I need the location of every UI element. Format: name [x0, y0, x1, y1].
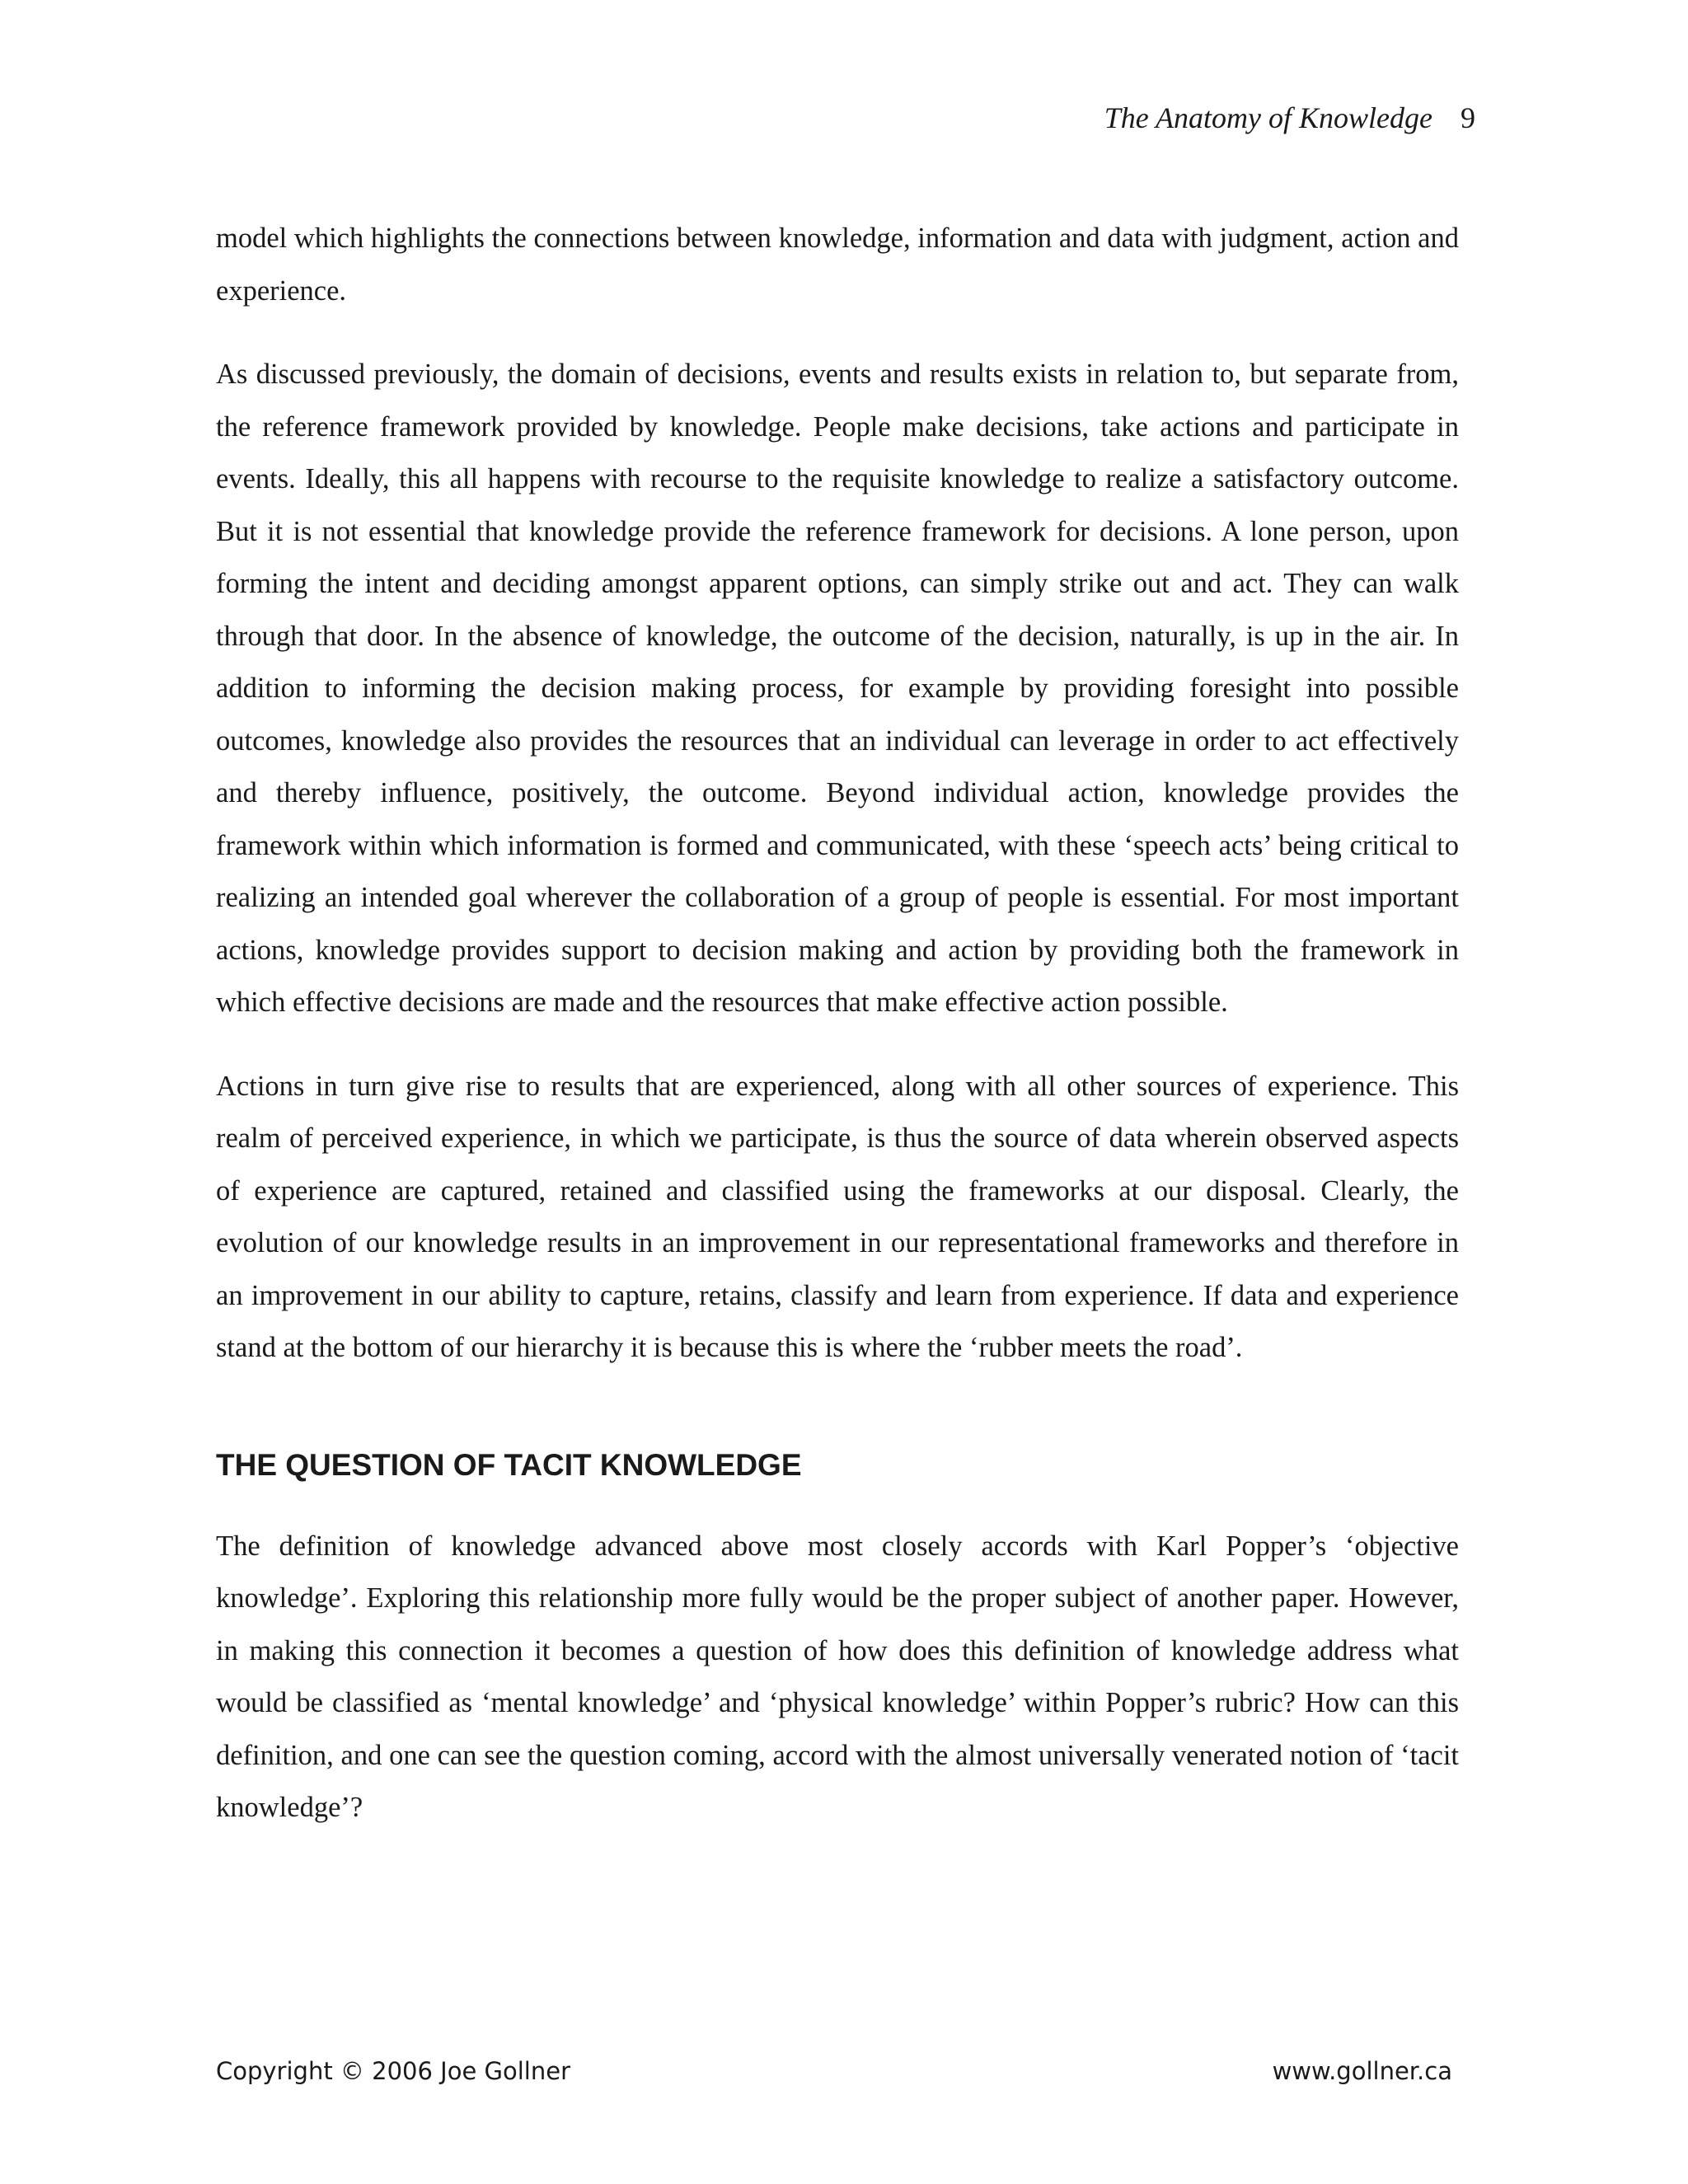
paragraph: The definition of knowledge advanced above most closely accords with Karl Popper’s ‘objective knowledge’. Exploring this relationship more fully would be the proper subject of another paper. However, in making this connection it becomes a question of how does this definition of knowledge address what would be classified as ‘mental knowledge’ and ‘physical knowledge’ within Popper’s rubric? How can this definition, and one can see the question coming, accord with the almost universally venerated notion of ‘tacit knowledge’?: [216, 1530, 1459, 1823]
running-title: The Anatomy of Knowledge: [1104, 101, 1432, 134]
paragraph: model which highlights the connections between knowledge, information and data with judgment, action and experience.: [216, 223, 1459, 307]
paragraph: As discussed previously, the domain of decisions, events and results exists in relation to, but separate from, the reference framework provided by knowledge. People make decisions, take actions and participate in events. Ideally, this all happens with recourse to the requisite knowledge to realize a satisfactory outcome. But it is not essential that knowledge provide the reference framework for decisions. A lone person, upon forming the intent and deciding amongst apparent options, can simply strike out and act. They can walk through that door. In the absence of knowledge, the outcome of the decision, naturally, is up in the air. In addition to informing the decision making process, for example by providing foresight into possible outcomes, knowledge also provides the resources that an individual can leverage in order to act effectively and thereby influence, positively, the outcome. Beyond individual action, knowledge provides the framework within which information is formed and communicated, with these ‘speech acts’ being critical to realizing an intended goal wherever the collaboration of a group of people is essential. For most important actions, knowledge provides support to decision making and action by providing both the framework in which effective decisions are made and the resources that make effective action possible.: [216, 359, 1459, 1018]
body-text: [216, 213, 1459, 1835]
copyright-notice: Copyright © 2006 Joe Gollner: [216, 2057, 570, 2085]
paragraph: Actions in turn give rise to results that are experienced, along with all other sources of experience. This realm of perceived experience, in which we participate, is thus the source of data wherein observed aspects of experience are captured, retained and classified using the frameworks at our disposal. Clearly, the evolution of our knowledge results in an improvement in our representational frameworks and therefore in an improvement in our ability to capture, retains, classify and learn from experience. If data and experience stand at the bottom of our hierarchy it is because this is where the ‘rubber meets the road’.: [216, 1070, 1459, 1363]
section-heading: THE QUESTION OF TACIT KNOWLEDGE: [216, 1447, 802, 1482]
running-header: [1104, 101, 1475, 135]
page-number: 9: [1461, 101, 1475, 134]
website-url: www.gollner.ca: [1272, 2057, 1452, 2085]
